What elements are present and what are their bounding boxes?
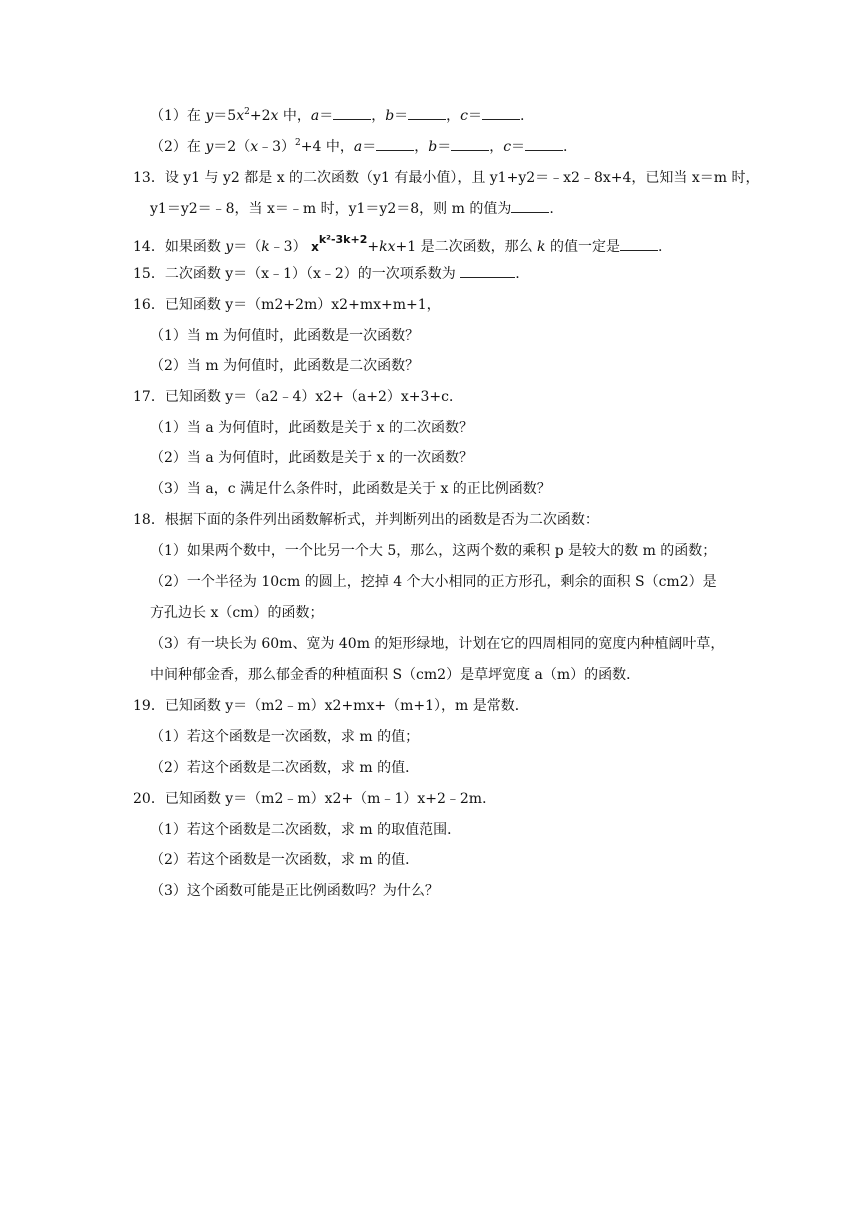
q18-sub3b: 中间种郁金香，那么郁金香的种植面积 S（cm2）是草坪宽度 a（m）的函数． bbox=[150, 667, 641, 683]
q18-sub2b: 方孔边长 x（cm）的函数； bbox=[150, 605, 324, 621]
q18: 18．根据下面的条件列出函数解析式，并判断列出的函数是否为二次函数： bbox=[133, 512, 599, 528]
q13-line2: y1＝y2＝﹣8，当 x＝﹣m 时，y1＝y2＝8，则 m 的值为 . bbox=[150, 201, 554, 217]
answer-blank bbox=[511, 200, 549, 213]
exponent-formula-image: xk²-3k+2 bbox=[311, 233, 368, 254]
q19-sub2: （2）若这个函数是二次函数，求 m 的值． bbox=[150, 760, 420, 776]
q20-sub1: （1）若这个函数是二次函数，求 m 的取值范围． bbox=[150, 822, 462, 838]
answer-blank bbox=[525, 138, 563, 151]
answer-blank bbox=[482, 107, 520, 120]
answer-blank bbox=[408, 107, 446, 120]
q18-sub2a: （2）一个半径为 10cm 的圆上，挖掉 4 个大小相同的正方形孔，剩余的面积 S（cm2）是 bbox=[150, 574, 717, 590]
q19: 19．已知函数 y＝（m2﹣m）x2+mx+（m+1），m 是常数． bbox=[133, 698, 529, 714]
q15: 15．二次函数 y＝（x﹣1）（x﹣2）的一次项系数为 . bbox=[133, 266, 520, 282]
q16-sub2: （2）当 m 为何值时，此函数是二次函数？ bbox=[150, 358, 420, 374]
q17: 17．已知函数 y＝（a2﹣4）x2+（a+2）x+3+c． bbox=[133, 389, 463, 405]
answer-blank bbox=[451, 138, 489, 151]
q18-sub1: （1）如果两个数中，一个比另一个大 5，那么，这两个数的乘积 p 是较大的数 m 的函数； bbox=[150, 543, 717, 559]
q16: 16．已知函数 y＝（m2+2m）x2+mx+m+1， bbox=[133, 297, 441, 313]
q19-sub1: （1）若这个函数是一次函数，求 m 的值； bbox=[150, 729, 420, 745]
q14: 14．如果函数 y＝（k﹣3） xk²-3k+2+kx+1 是二次函数，那么 k 的值一定是 . bbox=[133, 233, 663, 255]
q16-sub1: （1）当 m 为何值时，此函数是一次函数？ bbox=[150, 328, 420, 344]
q18-sub3a: （3）有一块长为 60m、宽为 40m 的矩形绿地，计划在它的四周相同的宽度内种植阔叶草， bbox=[150, 636, 725, 652]
answer-blank bbox=[460, 265, 515, 278]
q20-sub2: （2）若这个函数是一次函数，求 m 的值． bbox=[150, 852, 420, 868]
q11-sub1: （1）在 $y=5x^2+2x$ 中，a＝ ，b＝ ，c＝ . bbox=[150, 107, 525, 124]
q20: 20．已知函数 y＝（m2﹣m）x2+（m﹣1）x+2﹣2m． bbox=[133, 791, 497, 807]
q13-line1: 13．设 y1 与 y2 都是 x 的二次函数（y1 有最小值），且 y1+y2＝﹣x2﹣8x+4，已知当 x＝m 时， bbox=[133, 170, 760, 186]
q17-sub2: （2）当 a 为何值时，此函数是关于 x 的一次函数？ bbox=[150, 450, 473, 466]
q20-sub3: （3）这个函数可能是正比例函数吗？为什么？ bbox=[150, 883, 439, 899]
q17-sub3: （3）当 a，c 满足什么条件时，此函数是关于 x 的正比例函数？ bbox=[150, 481, 551, 497]
answer-blank bbox=[620, 238, 658, 251]
answer-blank bbox=[333, 107, 371, 120]
answer-blank bbox=[376, 138, 414, 151]
q17-sub1: （1）当 a 为何值时，此函数是关于 x 的二次函数？ bbox=[150, 420, 473, 436]
q11-sub2: （2）在 y＝2（x﹣3）$^2$+4 中，a＝ ，b＝ ，c＝ . bbox=[150, 138, 568, 155]
